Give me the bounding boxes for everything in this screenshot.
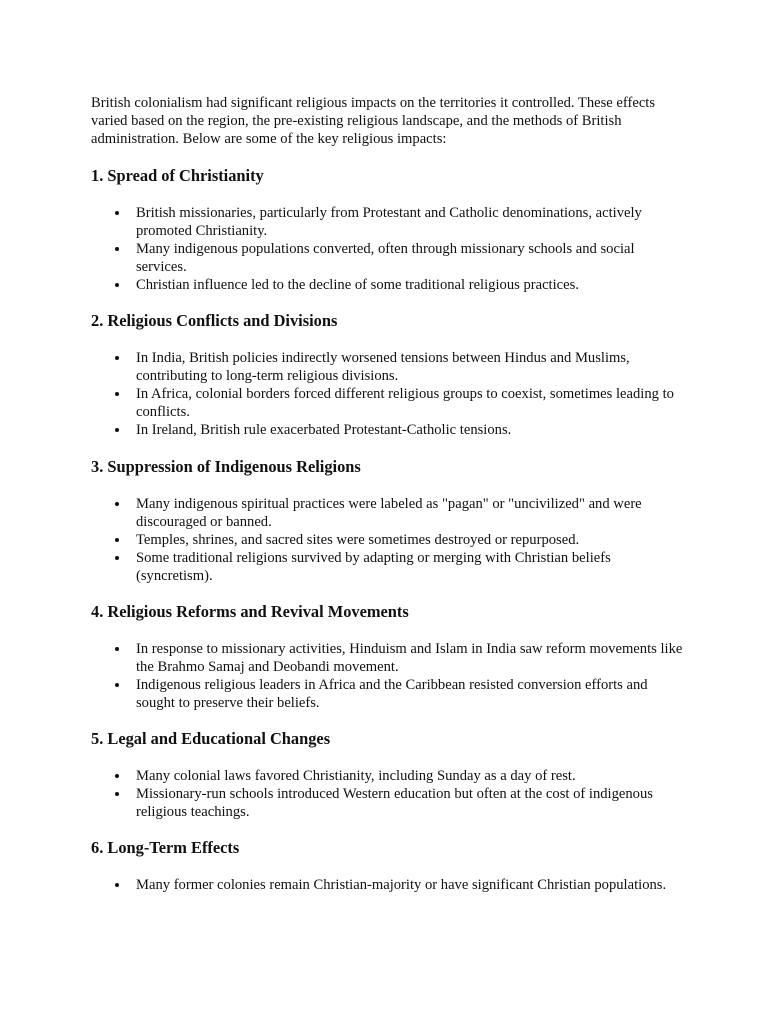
bullet-list-religious-reforms — [91, 640, 683, 712]
list-item: Temples, shrines, and sacred sites were sometimes destroyed or repurposed. — [136, 531, 683, 549]
list-item: Christian influence led to the decline of some traditional religious practices. — [136, 276, 683, 294]
list-item: British missionaries, particularly from Protestant and Catholic denominations, actively promoted Christianity. — [136, 204, 683, 240]
list-item: Some traditional religions survived by adapting or merging with Christian beliefs (syncretism). — [136, 549, 683, 585]
bullet-list-long-term-effects — [91, 876, 683, 894]
list-item: In response to missionary activities, Hinduism and Islam in India saw reform movements like the Brahmo Samaj and Deobandi movement. — [136, 641, 683, 675]
bullet-list-suppression-of-indigenous-religions — [91, 495, 683, 585]
list-item: Many indigenous spiritual practices were labeled as "pagan" or "uncivilized" and were discouraged or banned. — [136, 495, 683, 531]
list-item: In India, British policies indirectly worsened tensions between Hindus and Muslims, contributing to long-term religious divisions. — [136, 349, 683, 385]
section-heading-legal-and-educational-changes: 5. Legal and Educational Changes — [91, 729, 331, 748]
intro-paragraph: British colonialism had significant religious impacts on the territories it controlled. These effects varied based on the region, the pre-existing religious landscape, and the methods of British administration. Below are some of the key religious impacts: — [91, 95, 656, 147]
bullet-list-spread-of-christianity — [91, 204, 683, 294]
document-page — [91, 94, 683, 894]
list-item: Indigenous religious leaders in Africa and the Caribbean resisted conversion efforts and sought to preserve their beliefs. — [136, 676, 683, 712]
section-heading-suppression-of-indigenous-religions: 3. Suppression of Indigenous Religions — [91, 457, 361, 476]
bullet-list-legal-and-educational-changes — [91, 767, 683, 821]
list-item: Many colonial laws favored Christianity, including Sunday as a day of rest. — [136, 767, 683, 785]
section-heading-religious-reforms: 4. Religious Reforms and Revival Movements — [91, 602, 409, 621]
section-heading-religious-conflicts: 2. Religious Conflicts and Divisions — [91, 311, 338, 330]
bullet-list-religious-conflicts — [91, 349, 683, 439]
list-item: In Ireland, British rule exacerbated Protestant-Catholic tensions. — [136, 421, 683, 439]
section-heading-long-term-effects: 6. Long-Term Effects — [91, 838, 240, 857]
list-item: Missionary-run schools introduced Western education but often at the cost of indigenous religious teachings. — [136, 785, 683, 821]
list-item: Many indigenous populations converted, often through missionary schools and social services. — [136, 240, 683, 276]
list-item: In Africa, colonial borders forced different religious groups to coexist, sometimes leading to conflicts. — [136, 385, 683, 421]
section-heading-spread-of-christianity: 1. Spread of Christianity — [91, 166, 264, 185]
list-item: Many former colonies remain Christian-majority or have significant Christian populations. — [136, 876, 683, 894]
